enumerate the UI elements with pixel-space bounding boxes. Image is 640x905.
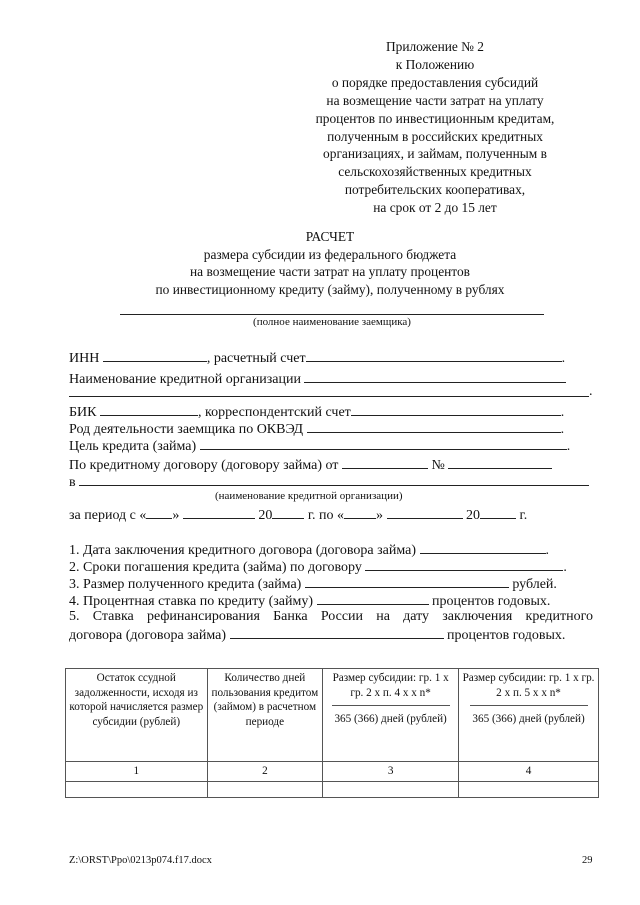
period: . (545, 543, 550, 558)
appendix-line: процентов по инвестиционным кредитам, (315, 110, 555, 126)
column-number: 4 (459, 762, 599, 782)
column-number: 3 (323, 762, 459, 782)
in-label: в (69, 475, 76, 490)
period-row (69, 505, 527, 525)
header-cell: Количество дней пользования кредитом (займом) в расчетном периоде (207, 669, 323, 762)
bank-in-row (69, 472, 589, 492)
purpose-row (69, 436, 570, 456)
period: . (589, 384, 593, 399)
okved-field[interactable] (307, 419, 561, 433)
table-cell[interactable] (66, 781, 208, 797)
contract-date-field[interactable] (342, 455, 428, 469)
header-cell: Остаток ссудной задолженности, исходя из которой начисляется размер субсидии (рублей) (66, 669, 208, 762)
purpose-field[interactable] (200, 436, 567, 450)
bank-name-field[interactable] (304, 369, 566, 383)
bik-label: БИК (69, 405, 97, 420)
item-5-unit: процентов годовых. (447, 628, 566, 643)
period-from-label: за период с « (69, 508, 147, 523)
title-line: по инвестиционному кредиту (займу), полученному в рублях (155, 281, 505, 297)
subsidy-table (65, 668, 599, 798)
formula-numerator: Размер субсидии: гр. 1 x гр. 2 x п. 5 x x n* (462, 672, 595, 699)
appendix-line: о порядке предоставления субсидий (331, 74, 539, 90)
contract-date-field[interactable] (420, 540, 546, 554)
period: . (560, 405, 565, 420)
item-5-label: договора (договора займа) (69, 628, 227, 643)
contract-number-field[interactable] (448, 455, 552, 469)
file-path: Z:\ORST\Ppo\0213p074.f17.docx (69, 855, 212, 866)
lender-field[interactable] (79, 472, 589, 486)
year-prefix: 20 (258, 508, 273, 523)
period-start-day-field[interactable] (146, 505, 172, 519)
item-3-label: 3. Размер полученного кредита (займа) (69, 577, 302, 592)
table-row (66, 781, 599, 797)
account-label: , расчетный счет (206, 351, 306, 366)
table-cell[interactable] (207, 781, 323, 797)
fraction-line (332, 705, 450, 706)
purpose-label: Цель кредита (займа) (69, 439, 197, 454)
title-heading: РАСЧЕТ (305, 229, 355, 244)
header-cell (459, 669, 599, 762)
bank-name-field-continued[interactable] (69, 396, 589, 397)
title-line: на возмещение части затрат на уплату процентов (190, 264, 470, 280)
column-number: 1 (66, 762, 208, 782)
formula-denominator: 365 (366) дней (рублей) (472, 713, 585, 725)
table-cell[interactable] (459, 781, 599, 797)
table-header-row (66, 669, 599, 762)
account-field[interactable] (306, 348, 562, 362)
fraction-line (470, 705, 588, 706)
inn-field[interactable] (103, 348, 207, 362)
formula-denominator: 365 (366) дней (рублей) (334, 713, 447, 725)
table-number-row (66, 762, 599, 782)
okved-label: Род деятельности заемщика по ОКВЭД (69, 422, 304, 437)
corr-account-field[interactable] (351, 402, 561, 416)
period-to-label: г. по « (304, 508, 345, 523)
quote: » (376, 508, 384, 523)
period: . (566, 439, 571, 454)
year-suffix: г. (516, 508, 528, 523)
document-title (90, 228, 570, 298)
inn-label: ИНН (69, 351, 100, 366)
period-end-month-field[interactable] (387, 505, 463, 519)
appendix-line: потребительских кооперативах, (344, 182, 526, 198)
appendix-line: полученным в российских кредитных (327, 128, 543, 144)
appendix-line: на срок от 2 до 15 лет (373, 200, 497, 216)
bank-name-row (69, 369, 566, 389)
item-5-line-2 (69, 625, 565, 645)
contract-label: По кредитному договору (договору займа) от (69, 458, 339, 473)
formula-numerator: Размер субсидии: гр. 1 x гр. 2 x п. 4 x x n* (332, 672, 449, 699)
appendix-line: организациях, и займам, полученным в (323, 146, 547, 162)
appendix-line: Приложение № 2 (385, 39, 485, 54)
appendix-line: сельскохозяйственных кредитных (338, 164, 532, 180)
number-sign: № (431, 458, 445, 473)
year-prefix: 20 (466, 508, 481, 523)
borrower-caption: (полное наименование заемщика) (253, 316, 411, 328)
appendix-line: на возмещение части затрат на уплату (326, 92, 544, 108)
item-4-label: 4. Процентная ставка по кредиту (займу) (69, 594, 313, 609)
period-end-year-field[interactable] (480, 505, 516, 519)
interest-rate-field[interactable] (317, 591, 429, 605)
corr-account-label: , корреспондентский счет (198, 405, 351, 420)
item-4-unit: процентов годовых. (432, 594, 551, 609)
bank-caption: (наименование кредитной организации) (215, 490, 403, 502)
appendix-header (300, 38, 570, 217)
period-start-year-field[interactable] (272, 505, 304, 519)
repayment-terms-field[interactable] (365, 557, 563, 571)
item-3-unit: рублей. (512, 577, 557, 592)
credit-amount-field[interactable] (305, 574, 509, 588)
title-line: размера субсидии из федерального бюджета (203, 246, 457, 262)
inn-row (69, 348, 565, 368)
appendix-line: к Положению (395, 56, 475, 72)
refinancing-rate-field[interactable] (230, 625, 444, 639)
quote: » (172, 508, 180, 523)
period: . (560, 422, 565, 437)
period-end-day-field[interactable] (344, 505, 376, 519)
borrower-name-field[interactable] (120, 314, 544, 315)
column-number: 2 (207, 762, 323, 782)
bank-name-label: Наименование кредитной организации (69, 372, 301, 387)
period: . (561, 351, 566, 366)
table-cell[interactable] (323, 781, 459, 797)
bik-field[interactable] (100, 402, 198, 416)
item-1-label: 1. Дата заключения кредитного договора (договора займа) (69, 543, 417, 558)
period-start-month-field[interactable] (183, 505, 255, 519)
header-cell (323, 669, 459, 762)
period: . (563, 560, 567, 575)
item-5-line-1: 5. Ставка рефинансирования Банка России на дату заключения кредитного (69, 609, 593, 624)
item-2-label: 2. Сроки погашения кредита (займа) по договору (69, 560, 362, 575)
page-number: 29 (582, 855, 593, 866)
